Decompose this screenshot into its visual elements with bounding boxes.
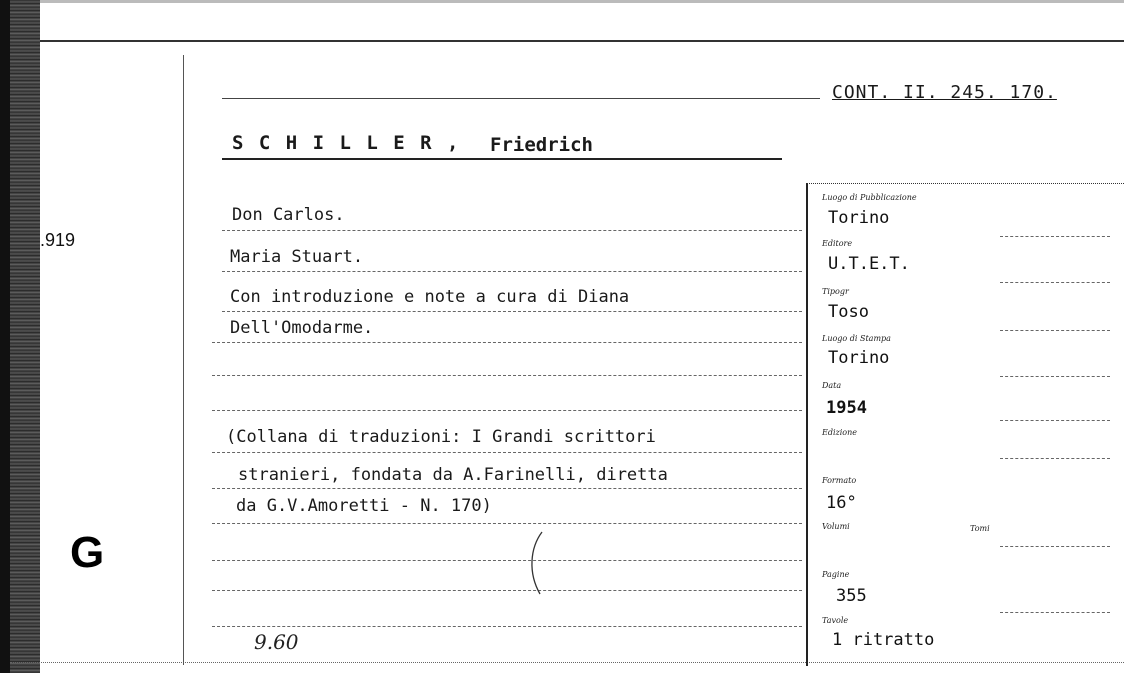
margin-letter: G xyxy=(70,528,105,577)
title-line-3: Con introduzione e note a cura di Diana xyxy=(230,287,630,307)
margin-number: .919 xyxy=(40,230,76,250)
title-line-1: Don Carlos. xyxy=(232,205,345,225)
series-line-1: (Collana di traduzioni: I Grandi scrittori xyxy=(226,427,656,447)
value-pagine: 355 xyxy=(836,586,867,606)
ruled-line xyxy=(1000,282,1110,283)
ruled-line xyxy=(212,523,802,524)
ruled-line xyxy=(212,342,802,343)
ruled-line xyxy=(222,271,802,272)
card-top-border xyxy=(40,40,1124,42)
title-line-4: Dell'Omodarme. xyxy=(230,318,374,338)
label-editore: Editore xyxy=(822,239,853,248)
value-editore: U.T.E.T. xyxy=(828,254,910,274)
value-tipografia: Toso xyxy=(828,302,869,322)
label-formato: Formato xyxy=(822,476,857,485)
value-luogo-stampa: Torino xyxy=(828,348,890,368)
ruled-line xyxy=(212,452,802,453)
pencil-bracket-mark xyxy=(520,528,550,598)
scan-edge-left-texture xyxy=(10,0,40,673)
label-volumi: Volumi xyxy=(822,522,850,531)
value-tavole: 1 ritratto xyxy=(832,630,935,650)
series-line-3: da G.V.Amoretti - N. 170) xyxy=(236,496,492,516)
label-edizione: Edizione xyxy=(822,428,857,437)
shelfmark: CONT. II. 245. 170. xyxy=(832,82,1057,103)
label-data: Data xyxy=(822,381,842,390)
ruled-line xyxy=(1000,458,1110,459)
author-surname: S C H I L L E R , xyxy=(232,132,461,154)
author-forename: Friedrich xyxy=(490,134,593,156)
ruled-line xyxy=(212,410,802,411)
ruled-line xyxy=(222,98,820,99)
label-luogo-stampa: Luogo di Stampa xyxy=(822,334,891,343)
value-luogo-pubblicazione: Torino xyxy=(828,208,890,228)
label-tomi: Tomi xyxy=(970,524,990,533)
ruled-line xyxy=(1000,236,1110,237)
ruled-line xyxy=(1000,420,1110,421)
margin-rule xyxy=(183,55,184,665)
value-formato: 16° xyxy=(826,493,857,513)
ruled-line xyxy=(222,230,802,231)
ruled-line xyxy=(1000,330,1110,331)
ruled-line xyxy=(1000,612,1110,613)
ruled-line xyxy=(222,158,782,160)
handwritten-price: 9.60 xyxy=(254,630,299,654)
scan-edge-top xyxy=(40,0,1124,3)
label-tavole: Tavole xyxy=(822,616,849,625)
ruled-line xyxy=(212,626,802,627)
label-tipografia: Tipogr xyxy=(822,287,849,296)
value-data: 1954 xyxy=(826,398,867,418)
ruled-line xyxy=(1000,546,1110,547)
ruled-line xyxy=(212,560,802,561)
ruled-line xyxy=(212,590,802,591)
ruled-line xyxy=(212,375,802,376)
ruled-line xyxy=(212,488,802,489)
title-line-2: Maria Stuart. xyxy=(230,247,364,267)
series-line-2: stranieri, fondata da A.Farinelli, diretta xyxy=(238,465,668,485)
label-pagine: Pagine xyxy=(822,570,850,579)
ruled-line xyxy=(1000,376,1110,377)
label-luogo-pubblicazione: Luogo di Pubblicazione xyxy=(822,193,917,202)
ruled-line xyxy=(222,311,802,312)
scan-edge-left xyxy=(0,0,10,673)
